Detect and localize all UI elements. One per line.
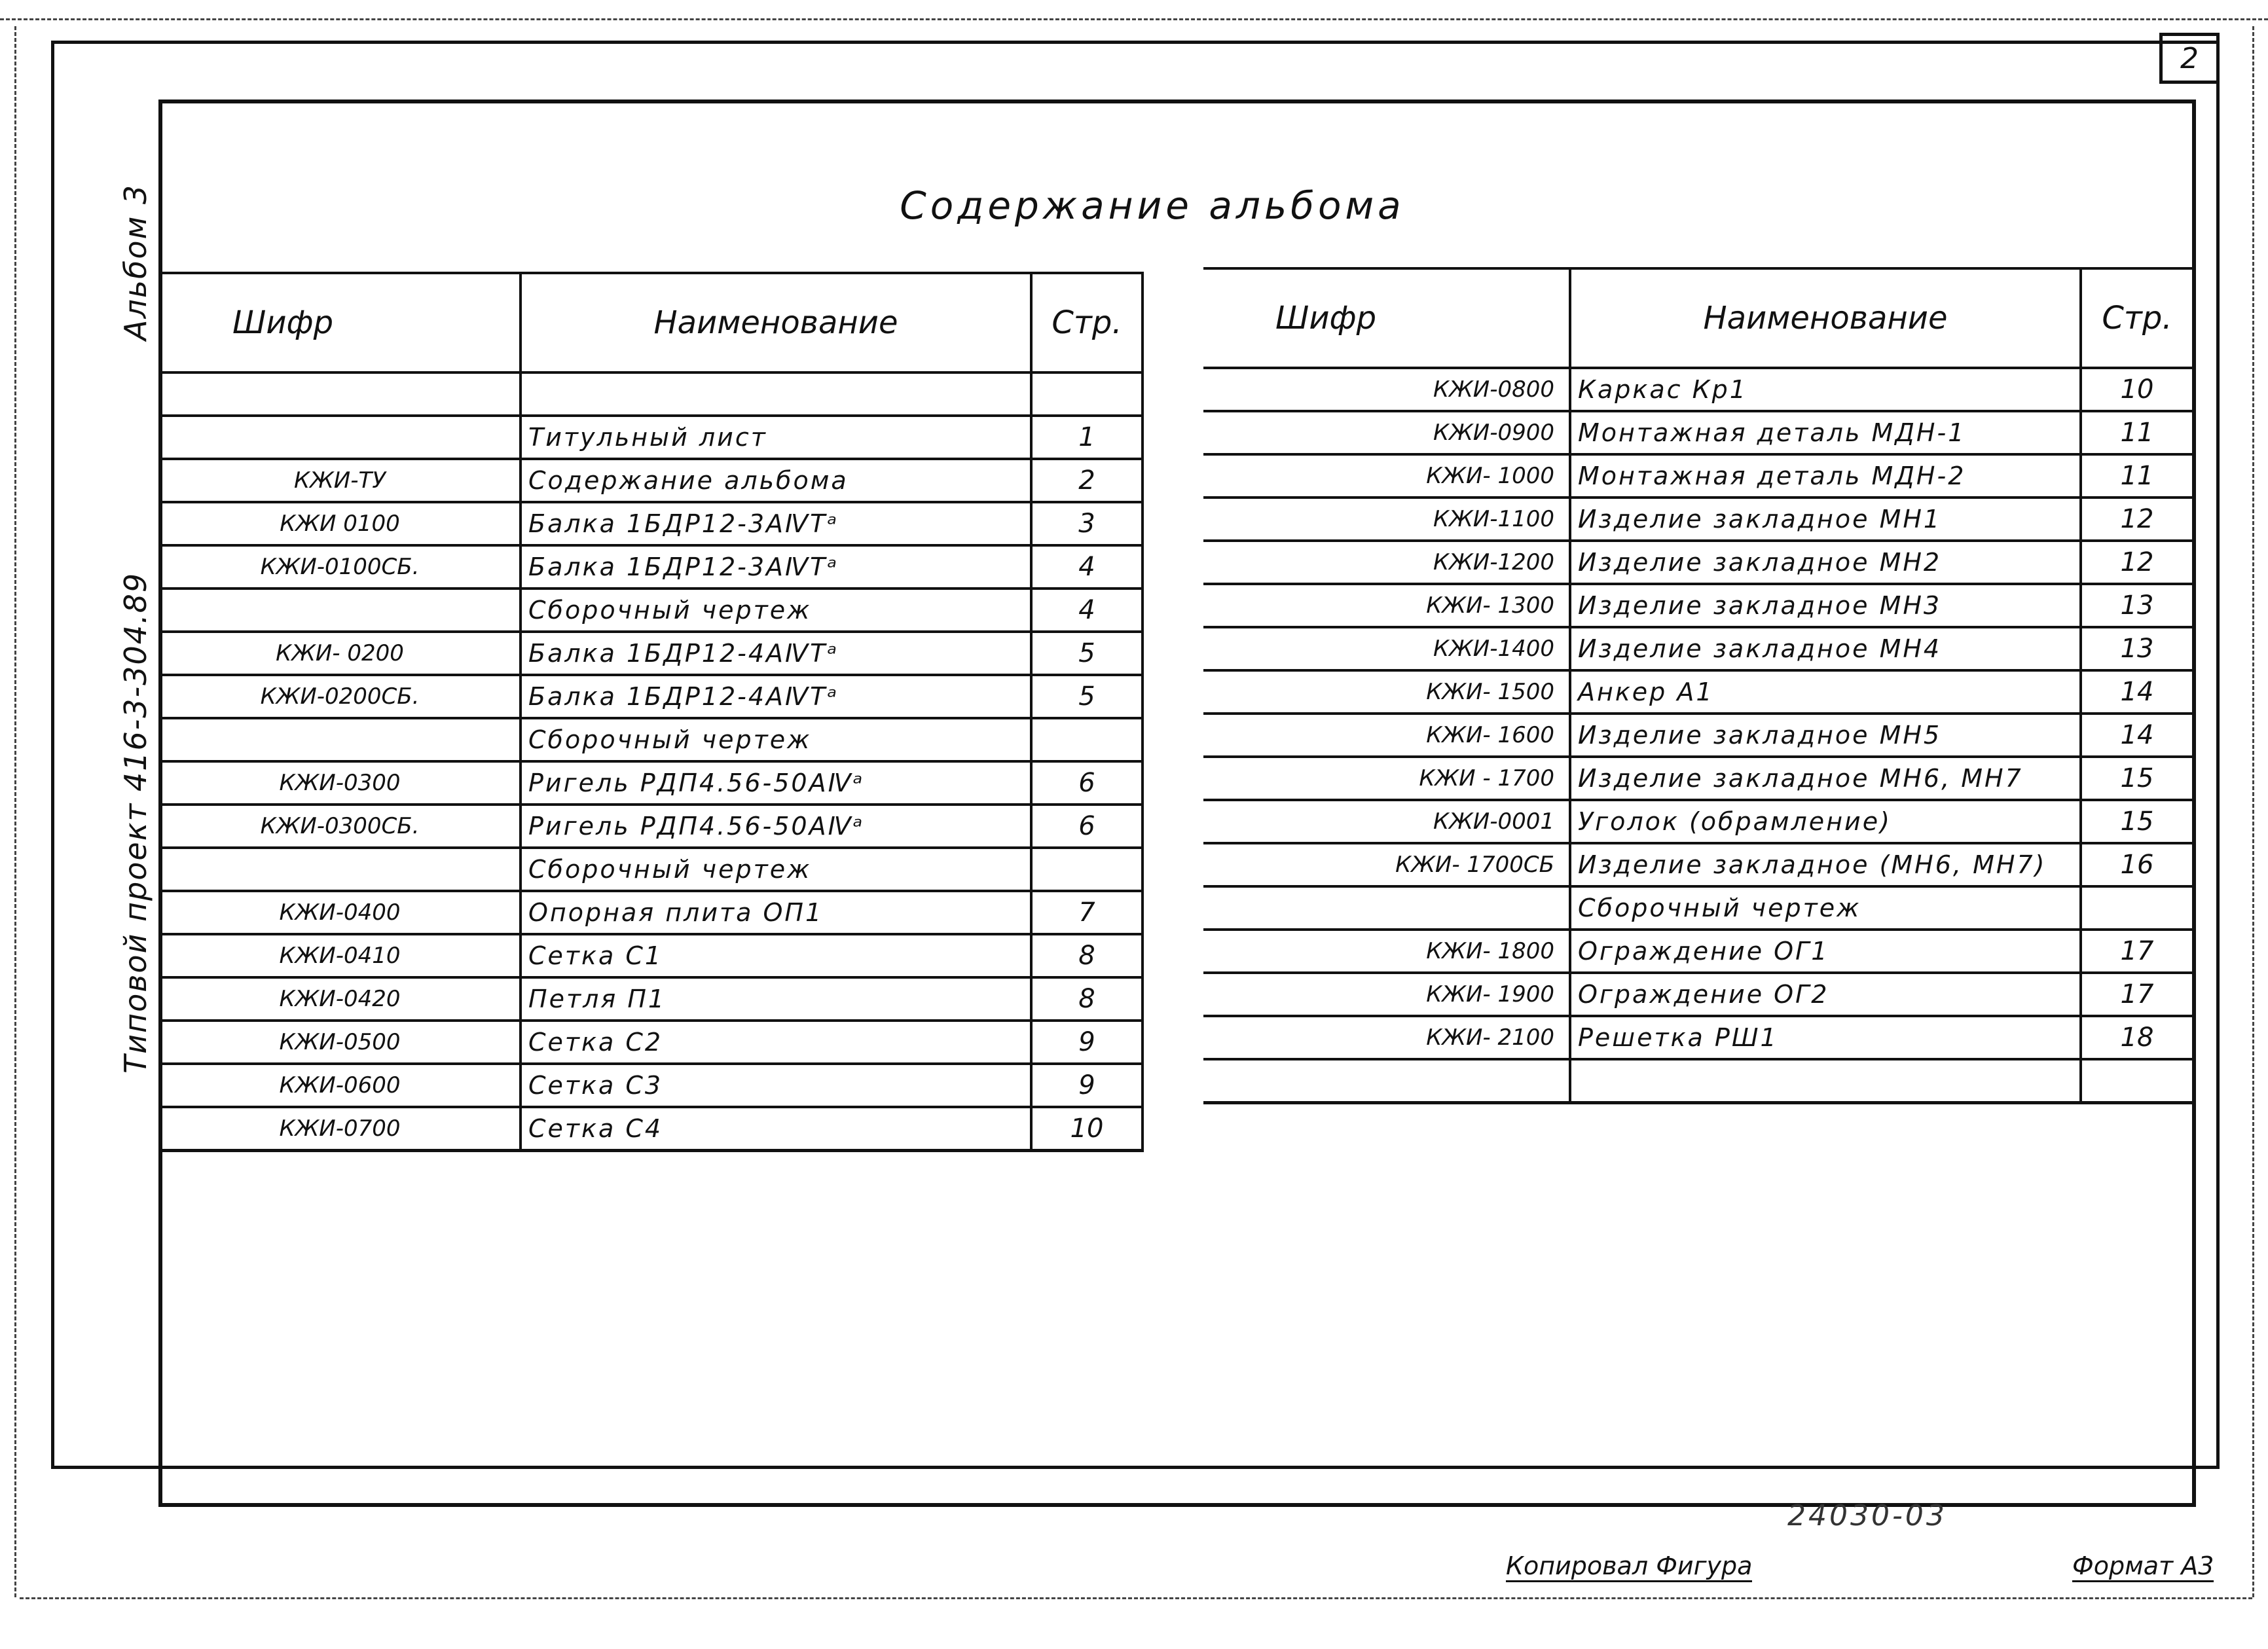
row-page: 1	[1031, 416, 1143, 459]
header-name: Наименование	[1570, 268, 2081, 368]
row-page: 16	[2081, 843, 2193, 886]
row-page: 10	[2081, 368, 2193, 411]
contents-table-right	[1203, 267, 2195, 1104]
row-code: КЖИ- 1600	[1203, 714, 1570, 757]
row-page: 8	[1031, 977, 1143, 1021]
row-name: Содержание альбома	[521, 459, 1031, 502]
row-code: КЖИ-0500	[160, 1021, 521, 1064]
row-name: Изделие закладное МН3	[1570, 584, 2081, 627]
row-page	[1031, 848, 1143, 891]
row-code	[160, 416, 521, 459]
row-code: КЖИ-ТУ	[160, 459, 521, 502]
row-page: 7	[1031, 891, 1143, 934]
row-page: 13	[2081, 584, 2193, 627]
table-row	[1203, 714, 2193, 757]
row-code: КЖИ 0100	[160, 502, 521, 545]
row-code: КЖИ-0100СБ.	[160, 545, 521, 589]
table-row	[160, 977, 1143, 1021]
table-header-row	[160, 273, 1143, 372]
row-code: КЖИ-1200	[1203, 541, 1570, 584]
row-code: КЖИ-0800	[1203, 368, 1570, 411]
cut-line-bottom	[20, 1597, 2252, 1599]
row-name: Сетка С3	[521, 1064, 1031, 1107]
table-row	[160, 934, 1143, 977]
row-page: 8	[1031, 934, 1143, 977]
row-page	[1031, 718, 1143, 761]
row-page: 11	[2081, 454, 2193, 498]
table-row	[160, 416, 1143, 459]
row-code: КЖИ- 1000	[1203, 454, 1570, 498]
row-name: Сборочный чертеж	[521, 848, 1031, 891]
table-row	[160, 1107, 1143, 1151]
row-code: КЖИ- 1900	[1203, 973, 1570, 1016]
sheet-number: 2	[2159, 33, 2220, 84]
row-page: 9	[1031, 1021, 1143, 1064]
row-name: Ограждение ОГ2	[1570, 973, 2081, 1016]
row-name: Ограждение ОГ1	[1570, 930, 2081, 973]
row-name: Петля П1	[521, 977, 1031, 1021]
header-page: Стр.	[1031, 273, 1143, 372]
row-code: КЖИ- 2100	[1203, 1016, 1570, 1059]
row-page: 12	[2081, 541, 2193, 584]
row-code: КЖИ- 1800	[1203, 930, 1570, 973]
row-code: КЖИ-0700	[160, 1107, 521, 1151]
row-name: Сетка С4	[521, 1107, 1031, 1151]
row-page: 5	[1031, 632, 1143, 675]
row-code: КЖИ-0600	[160, 1064, 521, 1107]
row-page: 6	[1031, 761, 1143, 805]
row-name: Сборочный чертеж	[521, 718, 1031, 761]
page-title: Содержание альбома	[900, 183, 1405, 228]
row-code: КЖИ-0300СБ.	[160, 805, 521, 848]
row-code: КЖИ-0001	[1203, 800, 1570, 843]
table-row	[160, 761, 1143, 805]
format-label: Формат А3	[2072, 1551, 2214, 1582]
table-row	[1203, 1016, 2193, 1059]
row-code	[1203, 886, 1570, 930]
row-name: Балка 1БДР12-3АⅣТᵃ	[521, 545, 1031, 589]
row-page: 12	[2081, 498, 2193, 541]
contents-table-left	[160, 272, 1144, 1152]
table-row	[160, 372, 1143, 416]
cut-line-right	[2252, 26, 2254, 1597]
row-page: 18	[2081, 1016, 2193, 1059]
row-name: Ригель РДП4.56-50АⅣᵃ	[521, 761, 1031, 805]
row-page: 14	[2081, 670, 2193, 714]
row-name: Балка 1БДР12-4АⅣТᵃ	[521, 632, 1031, 675]
row-page: 17	[2081, 930, 2193, 973]
table-row	[160, 718, 1143, 761]
row-page: 3	[1031, 502, 1143, 545]
row-page: 4	[1031, 589, 1143, 632]
table-row	[1203, 886, 2193, 930]
row-name: Монтажная деталь МДН-1	[1570, 411, 2081, 454]
table-row	[1203, 627, 2193, 670]
row-code	[160, 372, 521, 416]
table-row	[160, 459, 1143, 502]
row-code: КЖИ-0200СБ.	[160, 675, 521, 718]
side-label-project: Типовой проект 416-3-304.89	[118, 571, 153, 1074]
row-code: КЖИ-0400	[160, 891, 521, 934]
row-page	[2081, 1059, 2193, 1103]
table-row	[1203, 930, 2193, 973]
row-name: Ригель РДП4.56-50АⅣᵃ	[521, 805, 1031, 848]
row-name: Балка 1БДР12-3АⅣТᵃ	[521, 502, 1031, 545]
table-row	[160, 891, 1143, 934]
row-code: КЖИ-1400	[1203, 627, 1570, 670]
table-row	[1203, 973, 2193, 1016]
table-row	[1203, 757, 2193, 800]
row-name: Монтажная деталь МДН-2	[1570, 454, 2081, 498]
table-row	[160, 589, 1143, 632]
row-name: Уголок (обрамление)	[1570, 800, 2081, 843]
table-row	[1203, 541, 2193, 584]
table-row	[160, 632, 1143, 675]
row-code	[160, 848, 521, 891]
row-code: КЖИ- 0200	[160, 632, 521, 675]
document-number: 24030-03	[1787, 1499, 1947, 1532]
row-name: Изделие закладное МН4	[1570, 627, 2081, 670]
table-row	[1203, 454, 2193, 498]
row-page: 11	[2081, 411, 2193, 454]
table-row	[160, 848, 1143, 891]
row-page: 10	[1031, 1107, 1143, 1151]
table-row	[1203, 498, 2193, 541]
table-row	[160, 1021, 1143, 1064]
row-name: Изделие закладное МН2	[1570, 541, 2081, 584]
row-code: КЖИ-0410	[160, 934, 521, 977]
row-code	[160, 718, 521, 761]
row-code: КЖИ- 1300	[1203, 584, 1570, 627]
table-row	[1203, 670, 2193, 714]
table-row	[1203, 368, 2193, 411]
row-name: Решетка РШ1	[1570, 1016, 2081, 1059]
row-code: КЖИ-0900	[1203, 411, 1570, 454]
side-label-album: Альбом 3	[118, 183, 153, 340]
row-name: Балка 1БДР12-4АⅣТᵃ	[521, 675, 1031, 718]
table-row	[1203, 1059, 2193, 1103]
row-name: Анкер А1	[1570, 670, 2081, 714]
table-row	[1203, 843, 2193, 886]
row-code: КЖИ - 1700	[1203, 757, 1570, 800]
row-name: Каркас Кр1	[1570, 368, 2081, 411]
row-code: КЖИ-0300	[160, 761, 521, 805]
table-row	[160, 1064, 1143, 1107]
row-name: Сетка С1	[521, 934, 1031, 977]
row-name: Изделие закладное (МН6, МН7)	[1570, 843, 2081, 886]
table-row	[1203, 800, 2193, 843]
row-page: 17	[2081, 973, 2193, 1016]
row-page: 5	[1031, 675, 1143, 718]
row-page: 13	[2081, 627, 2193, 670]
row-name	[521, 372, 1031, 416]
row-name: Изделие закладное МН1	[1570, 498, 2081, 541]
row-code: КЖИ- 1500	[1203, 670, 1570, 714]
row-page: 15	[2081, 757, 2193, 800]
header-name: Наименование	[521, 273, 1031, 372]
table-header-row	[1203, 268, 2193, 368]
row-page	[1031, 372, 1143, 416]
table-row	[160, 545, 1143, 589]
header-code: Шифр	[160, 273, 521, 372]
table-row	[160, 675, 1143, 718]
row-page: 14	[2081, 714, 2193, 757]
header-code: Шифр	[1203, 268, 1570, 368]
row-code	[160, 589, 521, 632]
row-name: Опорная плита ОП1	[521, 891, 1031, 934]
cut-line-top	[0, 18, 2268, 20]
table-row	[160, 805, 1143, 848]
row-page: 2	[1031, 459, 1143, 502]
row-code: КЖИ-0420	[160, 977, 521, 1021]
row-page: 9	[1031, 1064, 1143, 1107]
header-page: Стр.	[2081, 268, 2193, 368]
row-name	[1570, 1059, 2081, 1103]
row-page: 6	[1031, 805, 1143, 848]
row-name: Изделие закладное МН5	[1570, 714, 2081, 757]
row-name: Сетка С2	[521, 1021, 1031, 1064]
row-name: Сборочный чертеж	[1570, 886, 2081, 930]
row-name: Сборочный чертеж	[521, 589, 1031, 632]
row-code: КЖИ-1100	[1203, 498, 1570, 541]
table-row	[1203, 411, 2193, 454]
copied-by: Копировал Фигура	[1506, 1551, 1752, 1582]
row-page	[2081, 886, 2193, 930]
row-code: КЖИ- 1700СБ	[1203, 843, 1570, 886]
row-code	[1203, 1059, 1570, 1103]
table-row	[160, 502, 1143, 545]
row-name: Изделие закладное МН6, МН7	[1570, 757, 2081, 800]
cut-line-left	[14, 26, 16, 1597]
row-page: 4	[1031, 545, 1143, 589]
row-name: Титульный лист	[521, 416, 1031, 459]
table-row	[1203, 584, 2193, 627]
row-page: 15	[2081, 800, 2193, 843]
